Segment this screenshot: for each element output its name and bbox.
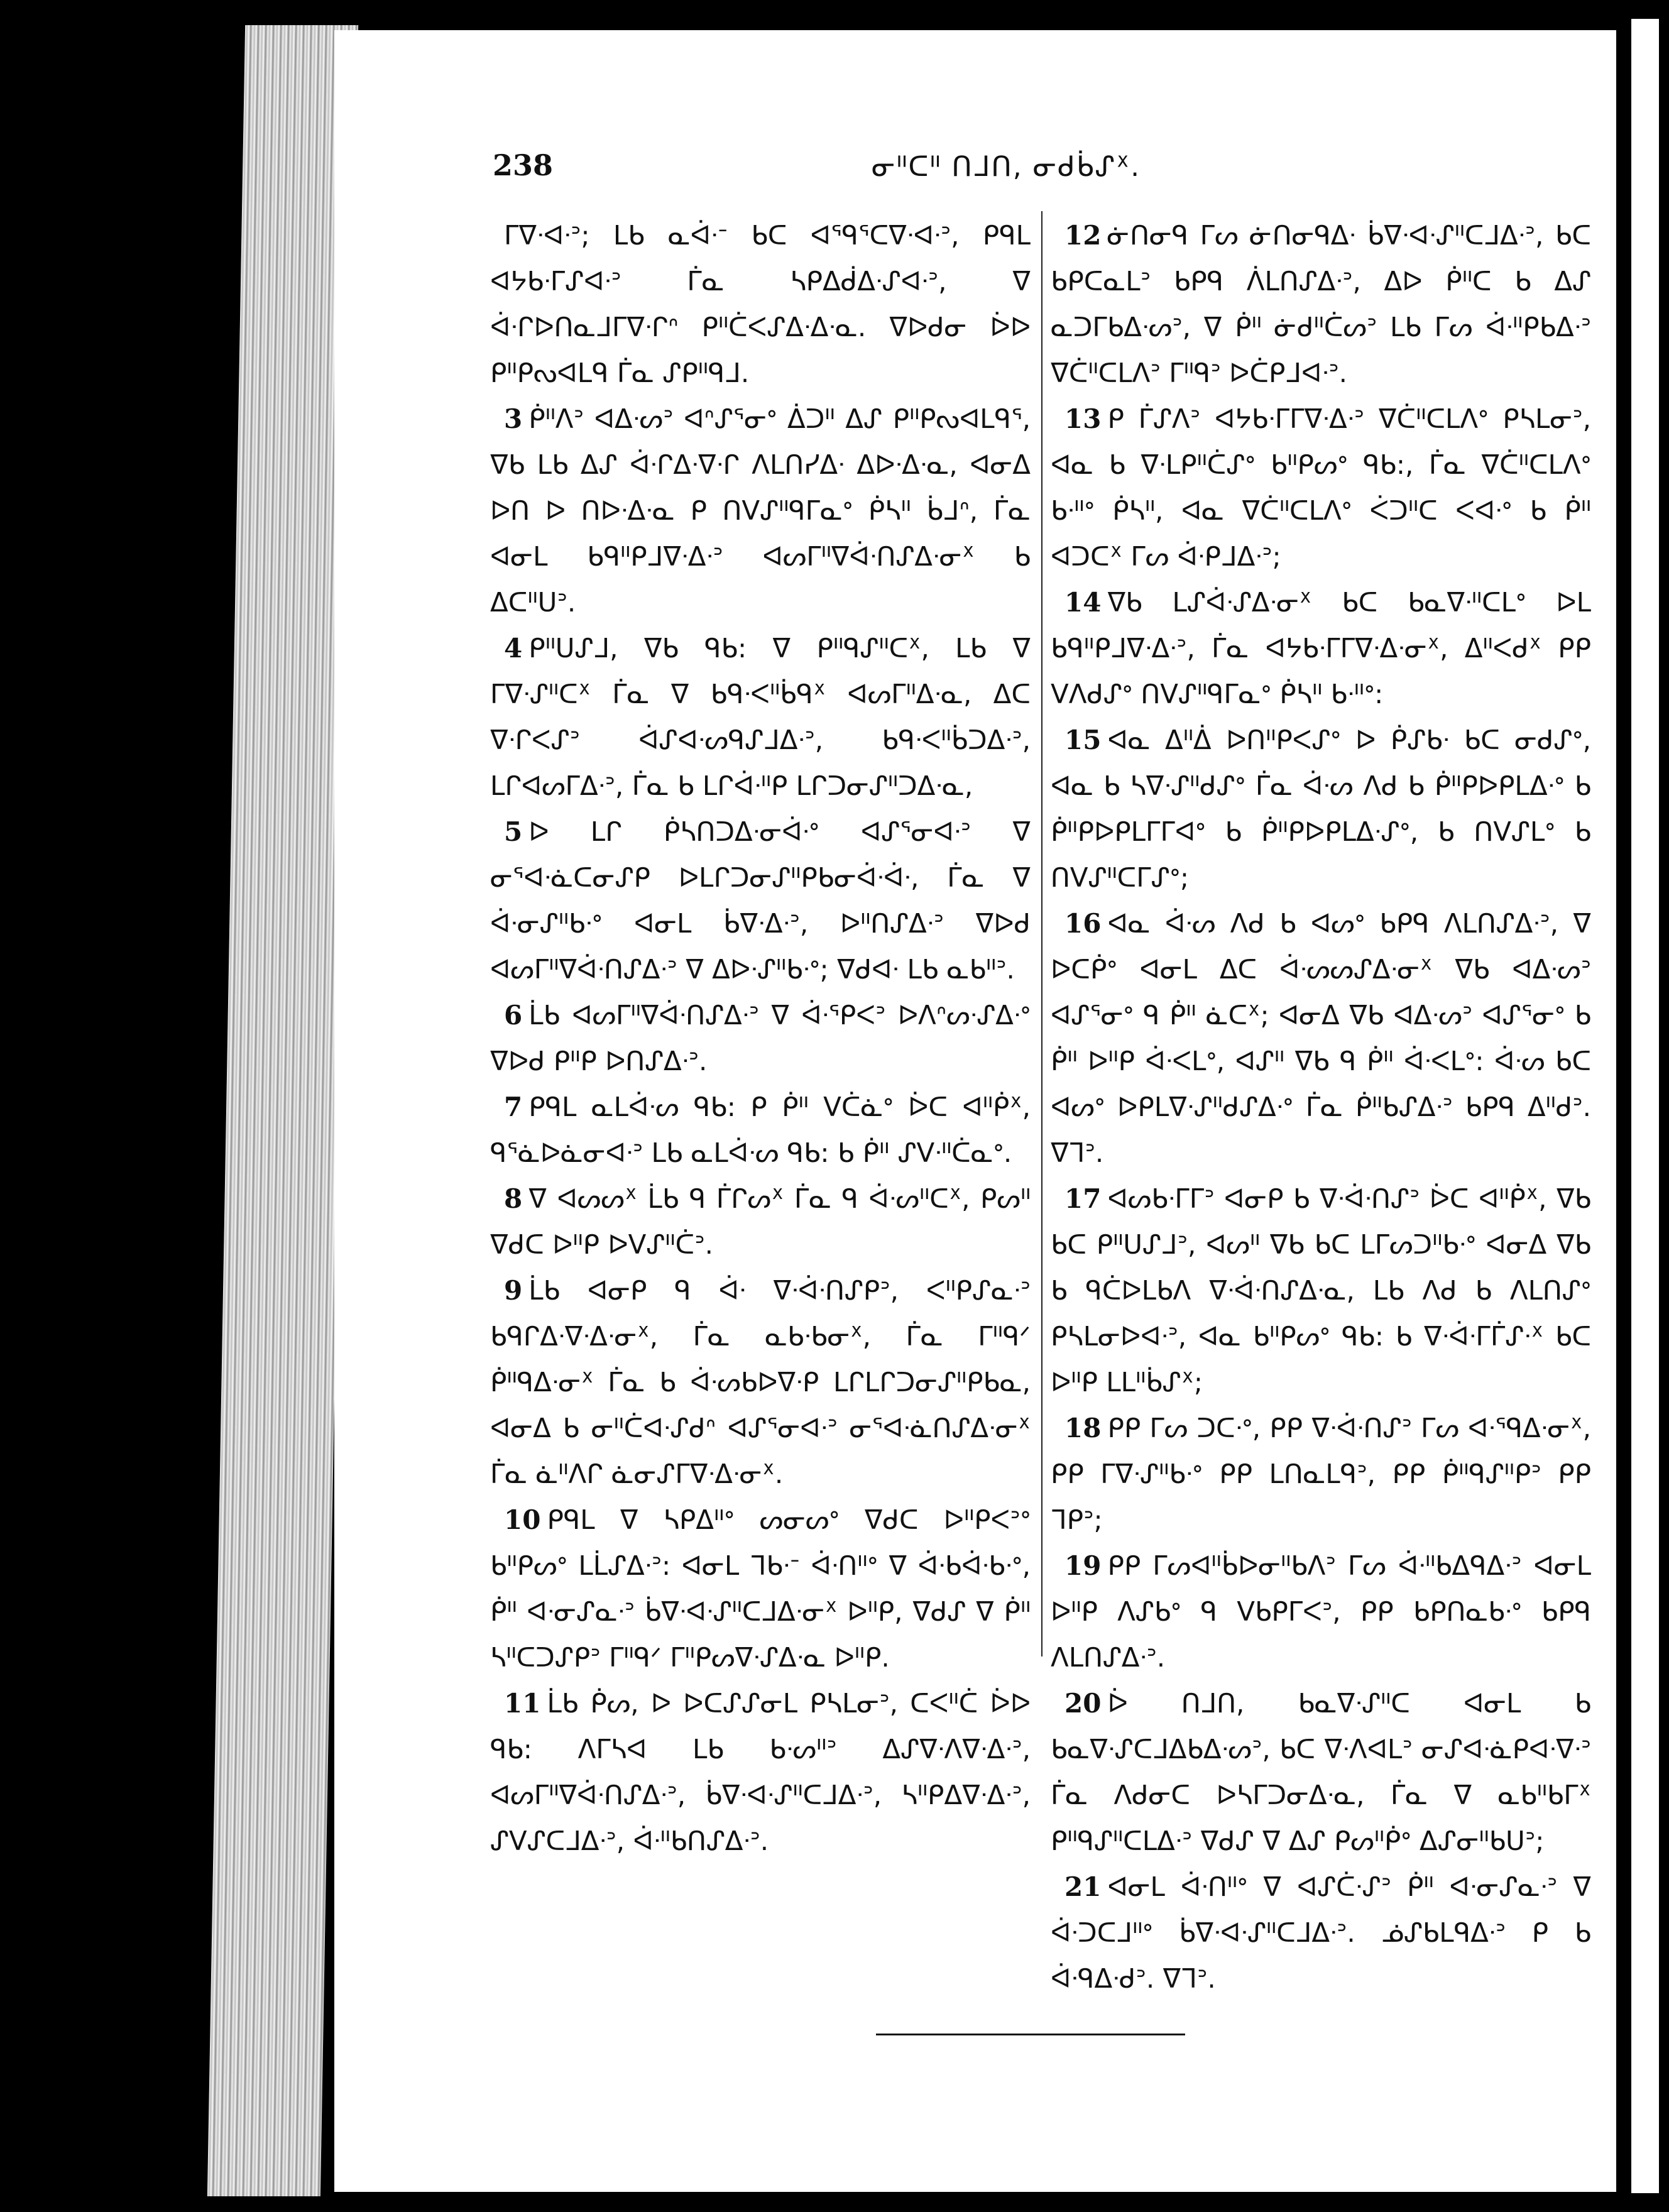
verse-text: ᒫᑲ ᐊᓂᑭ ᑫ ᐋᐧ ᐁᐧᐋᐧᑎᔑᑭᐣ, ᐸᐦᑭᔑᓇᐧᐣ ᑲᑫᒋᐃᐧᐁᐧᐃᐧᓂᕽ, ᒦᓇ ᓇᑲᐧᑲᓂᕽ, ᒦᓇ ᒥᐦᑫᐟ ᑮᐦᑫᐃᐧᓂᕽ ᒦᓇ ᑲ ᐋᐧᔕᑲᐅᐁᐧᑭ ᒪᒋᒪᒋᑐᓂᔑᐦᑭᑲᓇ, ᐊᓂᐃ ᑲ ᓂᐦᑖᐊᐧᔑᑯᐢ ᐊᔑᕐᓂᐊᐧᐣ ᓂᕐᐊᐧᓈᑎᔑᐃᐧᓂᕽ ᒦᓇ ᓈᐦᐱᒋ ᓈᓂᔑᒥᐁᐧᐃᐧᓂᕽ.	[490, 1275, 1031, 1489]
verse	[490, 396, 1031, 625]
running-head	[334, 142, 1616, 192]
verse-text: ᐅ ᒪᒋ ᑮᓴᑎᑐᐃᐧᓂᐋᐧᐤ ᐊᔑᕐᓂᐊᐧᐣ ᐁ ᓂᕐᐊᐧᓈᑕᓂᔑᑭ ᐅᒪᒋᑐᓂᔑᐦᑭᑲᓂᐋᐧᐋᐧ, ᒦᓇ ᐁ ᐋᐧᓂᔑᐦᑲᐧᐤ ᐊᓂᒪ ᑳᐁᐧᐃᐧᐣ, ᐅᐦᑎᔑᐃᐧᐣ ᐁᐅᑯ ᐊᔕᒥᐦᐁᐋᐧᑎᔑᐃᐧᐣ ᐁ ᐃᐅᐧᔑᐦᑲᐧᐤ; ᐁᑯᐊᐧ ᒪᑲ ᓇᑲᐦᐣ.	[490, 816, 1031, 985]
verse-number: 8	[504, 1183, 523, 1214]
verse-text: ᐊᓂᒪ ᐋᐧᑎᐦᐤ ᐁ ᐊᔑᑖᐧᔑᐣ ᑮᐦ ᐊᐧᓂᔑᓇᐧᐣ ᐁ ᐋᐧᑐᑕᒧᐦᐤ ᑳᐁᐧᐊᐧᔑᐦᑕᒧᐃᐧᐣ. ᓅᔑᑲᒪᑫᐃᐧᐣ ᑭ ᑲ ᐋᐧᑫᐃᐧᑯᐣ. ᐁᒣᐣ.	[1051, 1871, 1591, 1994]
verse-number: 13	[1064, 403, 1102, 434]
left-column	[490, 212, 1031, 1864]
verse-text: ᐆ ᑎᒧᑎ, ᑲᓇᐁᐧᔑᐦᑕ ᐊᓂᒪ ᑲ ᑲᓇᐁᐧᔑᑕᒧᐃᑲᐃᐧᔕᐣ, ᑲᑕ ᐁᐧᐱᐊᒪᐣ ᓂᔑᐊᐧᓈᑭᐊᐧᐁᐧᐣ ᒦᓇ ᐱᑯᓂᑕ ᐅᓴᒥᑐᓂᐃᐧᓇ, ᒦᓇ ᐁ ᓇᑲᐦᑲᒥᕽ ᑭᐦᑫᔑᐦᑕᒪᐃᐧᐣ ᐁᑯᔑ ᐁ ᐃᔑ ᑭᔕᐦᑮᐤ ᐃᔑᓂᐦᑲᑌᐣ;	[1051, 1688, 1591, 1856]
verse-number: 18	[1064, 1413, 1102, 1443]
verse-number: 16	[1064, 908, 1102, 939]
verse-number: 21	[1064, 1871, 1102, 1902]
verse-number: 9	[504, 1275, 523, 1306]
verse	[1051, 396, 1591, 579]
verse	[490, 1268, 1031, 1497]
verse-number: 12	[1064, 220, 1102, 251]
verse-number: 3	[504, 403, 523, 434]
verse	[1051, 901, 1591, 1176]
verse	[1051, 1405, 1591, 1543]
verse	[490, 992, 1031, 1084]
verse	[1051, 579, 1591, 717]
verse-number: 6	[504, 1000, 523, 1031]
right-column	[1051, 212, 1591, 2001]
verse-text: ᐊᓇ ᐃᐦᐄ ᐅᑎᐦᑭᐸᔑᐤ ᐅ ᑮᔑᑲᐧ ᑲᑕ ᓂᑯᔑᐤ, ᐊᓇ ᑲ ᓴᐁᐧᔑᐦᑯᔑᐤ ᒦᓇ ᐋᐧᔕ ᐱᑯ ᑲ ᑮᐦᑭᐅᑭᒪᐃᐧᐤ ᑲ ᑮᐦᑭᐅᑭᒪᒥᒥᐊᐤ ᑲ ᑮᐦᑭᐅᑭᒪᐃᐧᔑᐤ, ᑲ ᑎᐯᔑᒪᐤ ᑲ ᑎᐯᔑᐦᑕᒥᔑᐤ;	[1051, 725, 1591, 893]
verse	[1051, 1680, 1591, 1864]
verse	[1051, 717, 1591, 901]
verse	[490, 1084, 1031, 1176]
verse-text: ᐁᑲ ᒪᔑᐋᐧᔑᐃᐧᓂᕽ ᑲᑕ ᑲᓇᐁᐧᐦᑕᒪᐤ ᐅᒪ ᑲᑫᐦᑭᒧᐁᐧᐃᐧᐣ, ᒦᓇ ᐊᔭᑲᐧᒥᒥᐁᐧᐃᐧᓂᕽ, ᐃᐦᐸᑯᕽ ᑭᑭ ᐯᐱᑯᔑᐤ ᑎᐯᔑᐦᑫᒥᓇᐤ ᑮᓴᐦ ᑲᐧᐦᐤ:	[1051, 587, 1591, 709]
verse	[490, 625, 1031, 809]
verse	[490, 1176, 1031, 1268]
verse-text: ᑭᐦᑌᔑᒧ, ᐁᑲ ᑫᑲ: ᐁ ᑭᐦᑫᔑᐦᑕᕽ, ᒪᑲ ᐁ ᒥᐁᐧᔑᐦᑕᕽ ᒦᓇ ᐁ ᑲᑫᐧᐸᐦᑳᑫᕽ ᐊᔕᒥᐦᐃᐧᓇ, ᐃᑕ ᐁᐧᒋᐸᔑᐣ ᐋᔑᐊᐧᔕᑫᔑᒧᐃᐧᐣ, ᑲᑫᐧᐸᐦᑳᑐᐃᐧᐣ, ᒪᒋᐊᔕᒥᐃᐧᐣ, ᒦᓇ ᑲ ᒪᒋᐋᐧᐦᑭ ᒪᒋᑐᓂᔑᐦᑐᐃᐧᓇ,	[490, 633, 1031, 801]
verse	[1051, 1543, 1591, 1680]
verse-text: ᒥᐁᐧᐊᐧᐣ; ᒪᑲ ᓇᐋᐧᐨ ᑲᑕ ᐊᕐᑫᕐᑕᐁᐧᐊᐧᐣ, ᑭᑫᒪ ᐊᔭᑲᐧᒥᔑᐊᐧᐣ ᒦᓇ ᓴᑭᐃᑰᐃᐧᔑᐊᐧᐣ, ᐁ ᐋᐧᒋᐅᑎᓇᒧᒥᐁᐧᒋᐢ ᑭᐦᑖᐸᔑᐃᐧᐃᐧᓇ. ᐁᐅᑯᓂ ᐆᐅ ᑭᐦᑭᔓᐊᒪᑫ ᒦᓇ ᔑᑭᐦᑫᒧ.	[490, 220, 1031, 388]
end-of-chapter-rule	[876, 2034, 1185, 2035]
verse	[1051, 1864, 1591, 2001]
facing-page-edge	[1631, 19, 1659, 2193]
verse-text: ᒫᑲ ᑮᔕ, ᐅ ᐅᑕᔑᔑᓂᒪ ᑭᓴᒪᓂᐣ, ᑕᐸᐦᑖ ᐆᐅ ᑫᑲ: ᐱᒥᓴᐊ ᒪᑲ ᑲᐧᔕᐦᐣ ᐃᔑᐁᐧᐱᐁᐧᐃᐧᐣ, ᐊᔕᒥᐦᐁᐋᐧᑎᔑᐃᐧᐣ, ᑳᐁᐧᐊᐧᔑᐦᑕᒧᐃᐧᐣ, ᓴᐦᑭᐃᐁᐧᐃᐧᐣ, ᔑᐯᔑᑕᒧᐃᐧᐣ, ᐋᐧᐦᑲᑎᔑᐃᐧᐣ.	[490, 1688, 1031, 1856]
verse-number: 17	[1064, 1183, 1102, 1214]
verse-text: ᑭᑫᒪ ᓇᒪᐋᐧᔕ ᑫᑲ: ᑭ ᑮᐦ ᐯᑖᓈᐤ ᐆᑕ ᐊᐦᑮᕽ, ᑫᕐᓈᐅᓈᓂᐊᐧᐣ ᒪᑲ ᓇᒪᐋᐧᔕ ᑫᑲ: ᑲ ᑮᐦ ᔑᐯᐧᐦᑖᓇᐤ.	[490, 1092, 1031, 1168]
verse-text: ᑭᑭ ᒥᔕᐊᐦᑳᐅᓂᐦᑲᐱᐣ ᒥᔕ ᐋᐧᐦᑲᐃᑫᐃᐧᐣ ᐊᓂᒪ ᐅᐦᑭ ᐱᔑᑲᐤ ᑫ ᐯᑲᑭᒥᐸᐣ, ᑭᑭ ᑲᑭᑎᓇᑲᐧᐤ ᑲᑭᑫ ᐱᒪᑎᔑᐃᐧᐣ.	[1051, 1550, 1591, 1673]
verse-text: ᑭ ᒦᔑᐱᐣ ᐊᔭᑲᐧᒥᒥᐁᐧᐃᐧᐣ ᐁᑖᐦᑕᒪᐱᐤ ᑭᓴᒪᓂᐣ, ᐊᓇ ᑲ ᐁᐧᒪᑭᐦᑖᔑᐤ ᑲᐦᑭᔕᐤ ᑫᑲ:, ᒦᓇ ᐁᑖᐦᑕᒪᐱᐤ ᑲᐧᐦᐤ ᑮᓴᐦ, ᐊᓇ ᐁᑖᐦᑕᒪᐱᐤ ᐹᑐᐦᑕ ᐸᐊᐧᐤ ᑲ ᑮᐦ ᐊᑐᑕᕽ ᒥᔕ ᐋᐧᑭᒧᐃᐧᐣ;	[1051, 403, 1591, 572]
verse-number: 10	[504, 1504, 541, 1535]
verse	[490, 1497, 1031, 1680]
verse-text: ᐊᔕᑲᐧᒥᒥᐣ ᐊᓂᑭ ᑲ ᐁᐧᐋᐧᑎᔑᐣ ᐆᑕ ᐊᐦᑮᕽ, ᐁᑲ ᑲᑕ ᑭᐦᑌᔑᒧᐣ, ᐊᔕᐦ ᐁᑲ ᑲᑕ ᒪᒥᔕᑐᐦᑲᐧᐤ ᐊᓂᐃ ᐁᑲ ᑲ ᑫᑖᐅᒪᑲᐱ ᐁᐧᐋᐧᑎᔑᐃᐧᓇ, ᒪᑲ ᐱᑯ ᑲ ᐱᒪᑎᔑᐤ ᑭᓴᒪᓂᐅᐊᐧᐣ, ᐊᓇ ᑲᐦᑭᔕᐤ ᑫᑲ: ᑲ ᐁᐧᐋᐧᒥᒦᔑᐧᕽ ᑲᑕ ᐅᐦᑭ ᒪᒪᐦᑳᔑᕽ;	[1051, 1183, 1591, 1398]
verse-text: ᐁ ᐊᔕᔕᕽ ᒫᑲ ᑫ ᒦᒋᔕᕽ ᒦᓇ ᑫ ᐋᐧᔕᐦᑕᕽ, ᑭᔕᐦ ᐁᑯᑕ ᐅᐦᑭ ᐅᐯᔑᐦᑖᐣ.	[490, 1183, 1031, 1260]
column-divider	[1041, 211, 1042, 1656]
verse-number: 11	[504, 1688, 541, 1719]
verse-text: ᐊᓇ ᐋᐧᔕ ᐱᑯ ᑲ ᐊᔕᐤ ᑲᑭᑫ ᐱᒪᑎᔑᐃᐧᐣ, ᐁ ᐅᑕᑮᐤ ᐊᓂᒪ ᐃᑕ ᐋᐧᔕᔕᔑᐃᐧᓂᕽ ᐁᑲ ᐊᐃᐧᔕᐣ ᐊᔑᕐᓂᐤ ᑫ ᑮᐦ ᓈᑕᕽ; ᐊᓂᐃ ᐁᑲ ᐊᐃᐧᔕᐣ ᐊᔑᕐᓂᐤ ᑲ ᑮᐦ ᐅᐦᑭ ᐋᐧᐸᒪᐤ, ᐊᔑᐦ ᐁᑲ ᑫ ᑮᐦ ᐋᐧᐸᒪᐤ: ᐋᐧᔕ ᑲᑕ ᐊᔕᐤ ᐅᑭᒪᐁᐧᔑᐦᑯᔑᐃᐧᐤ ᒦᓇ ᑮᐦᑲᔑᐃᐧᐣ ᑲᑭᑫ ᐃᐦᑯᐣ. ᐁᒣᐣ.	[1051, 908, 1591, 1168]
verse	[490, 1680, 1031, 1864]
book-page	[334, 30, 1616, 2192]
verse-text: ᑮᐦᐱᐣ ᐊᐃᐧᔕᐣ ᐊᐢᔑᕐᓂᐤ ᐄᑐᐦ ᐃᔑ ᑭᐦᑭᔓᐊᒪᑫᕐ, ᐁᑲ ᒪᑲ ᐃᔑ ᐋᐧᒋᐃᐧᐁᐧᒋ ᐱᒪᑎᓯᐃᐧ ᐃᐅᐧᐃᐧᓇ, ᐊᓂᐃ ᐅᑎ ᐅ ᑎᐅᐧᐃᐧᓇ ᑭ ᑎᐯᔑᐦᑫᒥᓇᐤ ᑮᓴᐦ ᑳᒧᐢ, ᒦᓇ ᐊᓂᒪ ᑲᑫᐦᑭᒧᐁᐧᐃᐧᐣ ᐊᔕᒥᐦᐁᐋᐧᑎᔑᐃᐧᓂᕽ ᑲ ᐃᑕᐦᑌᐣ.	[490, 403, 1031, 618]
verse-number: 19	[1064, 1550, 1102, 1581]
verse-text: ᓃᑎᓂᑫ ᒥᔕ ᓃᑎᓂᑫᐃᐧ ᑳᐁᐧᐊᐧᔑᐦᑕᒧᐃᐧᐣ, ᑲᑕ ᑲᑭᑕᓇᒪᐣ ᑲᑭᑫ ᐲᒪᑎᔑᐃᐧᐣ, ᐃᐅ ᑮᐦᑕ ᑲ ᐃᔑ ᓇᑐᒥᑲᐃᐧᔕᐣ, ᐁ ᑮᐦ ᓃᑯᐦᑖᔕᐣ ᒪᑲ ᒥᔕ ᐋᐧᐦᑭᑲᐃᐧᐣ ᐁᑖᐦᑕᒪᐱᐣ ᒥᐦᑫᐣ ᐅᑖᑭᒧᐊᐧᐣ.	[1051, 220, 1591, 388]
running-head-title: ᓂᐦᑕᐦ ᑎᒧᑎ, ᓂᑯᑳᔑᕽ.	[872, 151, 1141, 183]
verse-number: 15	[1064, 725, 1102, 755]
verse	[1051, 212, 1591, 396]
verse-number: 14	[1064, 587, 1102, 618]
verse-number: 5	[504, 816, 523, 847]
verse-number: 7	[504, 1092, 523, 1122]
verse-text: ᑭᑫᒪ ᐁ ᓴᑭᐃᐦᐤ ᔕᓂᔕᐤ ᐁᑯᑕ ᐅᐦᑭᐸᐣᐤ ᑲᐦᑭᔕᐤ ᒪᒫᔑᐃᐧᐣ: ᐊᓂᒪ ᒣᑲᐧᐨ ᐋᐧᑎᐦᐤ ᐁ ᐋᐧᑲᐋᐧᑲᐧᐤ, ᑮᐦ ᐊᐧᓂᔑᓇᐧᐣ ᑳᐁᐧᐊᐧᔑᐦᑕᒧᐃᐧᓂᕽ ᐅᐦᑭ, ᐁᑯᔑ ᐁ ᑮᐦ ᓴᐦᑕᑐᔑᑭᐣ ᒥᐦᑫᐟ ᒥᐦᑭᔕᐁᐧᔑᐃᐧᓇ ᐅᐦᑭ.	[490, 1504, 1031, 1673]
verse-number: 20	[1064, 1688, 1102, 1719]
verse	[490, 212, 1031, 396]
verse-text: ᒫᑲ ᐊᔕᒥᐦᐁᐋᐧᑎᔑᐃᐧᐣ ᐁ ᐋᐧᕐᑭᐸᐣ ᐅᐱᐢᔕᐧᔑᐃᐧᐤ ᐁᐅᑯ ᑭᐦᑭ ᐅᑎᔑᐃᐧᐣ.	[490, 1000, 1031, 1076]
page-number: 238	[493, 148, 554, 182]
verse	[1051, 1176, 1591, 1405]
verse	[490, 809, 1031, 992]
verse-text: ᑭᑭ ᒥᔕ ᑐᑕᐧᐤ, ᑭᑭ ᐁᐧᐋᐧᑎᔑᐣ ᒥᔕ ᐊᐧᕐᑫᐃᐧᓂᕽ, ᑭᑭ ᒥᐁᐧᔑᐦᑲᐧᐤ ᑭᑭ ᒪᑎᓇᒪᑫᐣ, ᑭᑭ ᑮᐦᑫᔑᐦᑭᐣ ᑭᑭ ᒣᑭᐣ;	[1051, 1413, 1591, 1535]
verse-number: 4	[504, 633, 523, 664]
